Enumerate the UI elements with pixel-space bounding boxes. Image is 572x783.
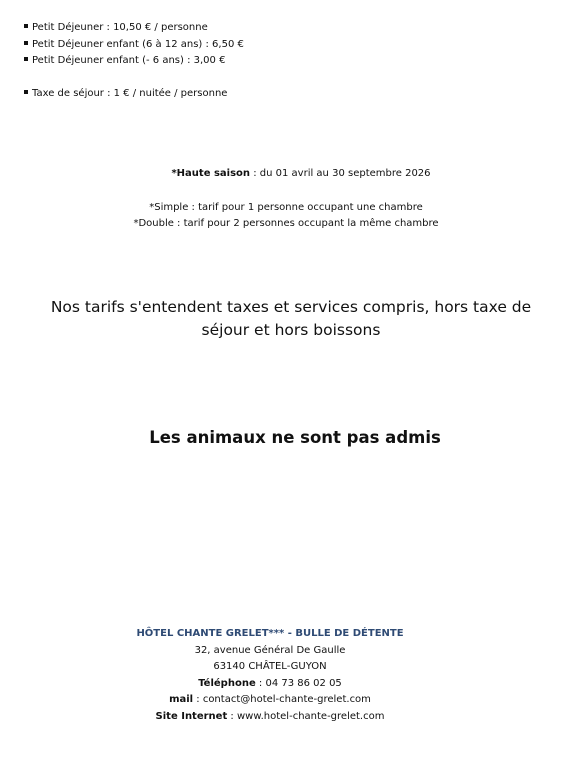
list-spacer (24, 70, 244, 86)
price-tourist-tax-text: Taxe de séjour : 1 € / nuitée / personne (32, 87, 228, 99)
tariff-notice: Nos tarifs s'entendent taxes et services compris, hors taxe de séjour et hors boissons (50, 298, 532, 339)
bullet-icon (24, 41, 28, 45)
legend-double: *Double : tarif pour 2 personnes occupant la même chambre (133, 218, 439, 229)
price-item-tourist-tax (24, 86, 244, 103)
price-breakfast-child-text: Petit Déjeuner enfant (6 à 12 ans) : 6,50 € (32, 38, 244, 50)
mail-label: mail (169, 694, 194, 705)
high-season-note (0, 168, 572, 179)
hotel-address: 32, avenue Général De Gaulle (194, 644, 346, 656)
mail-address[interactable]: : contact@hotel-chante-grelet.com (193, 694, 371, 705)
price-item-breakfast (24, 20, 244, 37)
hotel-mail-line (0, 692, 540, 709)
high-season-label: *Haute saison (171, 168, 251, 179)
hotel-phone-line (0, 676, 540, 693)
legend-simple: *Simple : tarif pour 1 personne occupant une chambre (149, 202, 423, 213)
hotel-footer (0, 626, 540, 725)
price-breakfast-text: Petit Déjeuner : 10,50 € / personne (32, 22, 208, 33)
price-breakfast-toddler-text: Petit Déjeuner enfant (- 6 ans) : 3,00 € (32, 55, 226, 66)
hotel-city: 63140 CHÂTEL-GUYON (213, 661, 327, 672)
phone-label: Téléphone (198, 677, 256, 689)
phone-number: : 04 73 86 02 05 (255, 677, 342, 689)
site-label: Site Internet (155, 710, 228, 722)
bullet-icon (24, 57, 28, 61)
price-list (24, 20, 244, 102)
room-type-legend (0, 200, 572, 232)
hotel-name: HÔTEL CHANTE GRELET*** - BULLE DE DÉTENTE (136, 628, 404, 639)
bullet-icon (24, 24, 28, 28)
site-url[interactable]: : www.hotel-chante-grelet.com (227, 710, 385, 722)
hotel-site-line (0, 709, 540, 726)
price-item-breakfast-child (24, 37, 244, 54)
bullet-icon (24, 90, 28, 94)
high-season-dates: : du 01 avril au 30 septembre 2026 (250, 168, 431, 179)
no-pets-notice: Les animaux ne sont pas admis (149, 428, 441, 447)
price-item-breakfast-toddler (24, 53, 244, 70)
